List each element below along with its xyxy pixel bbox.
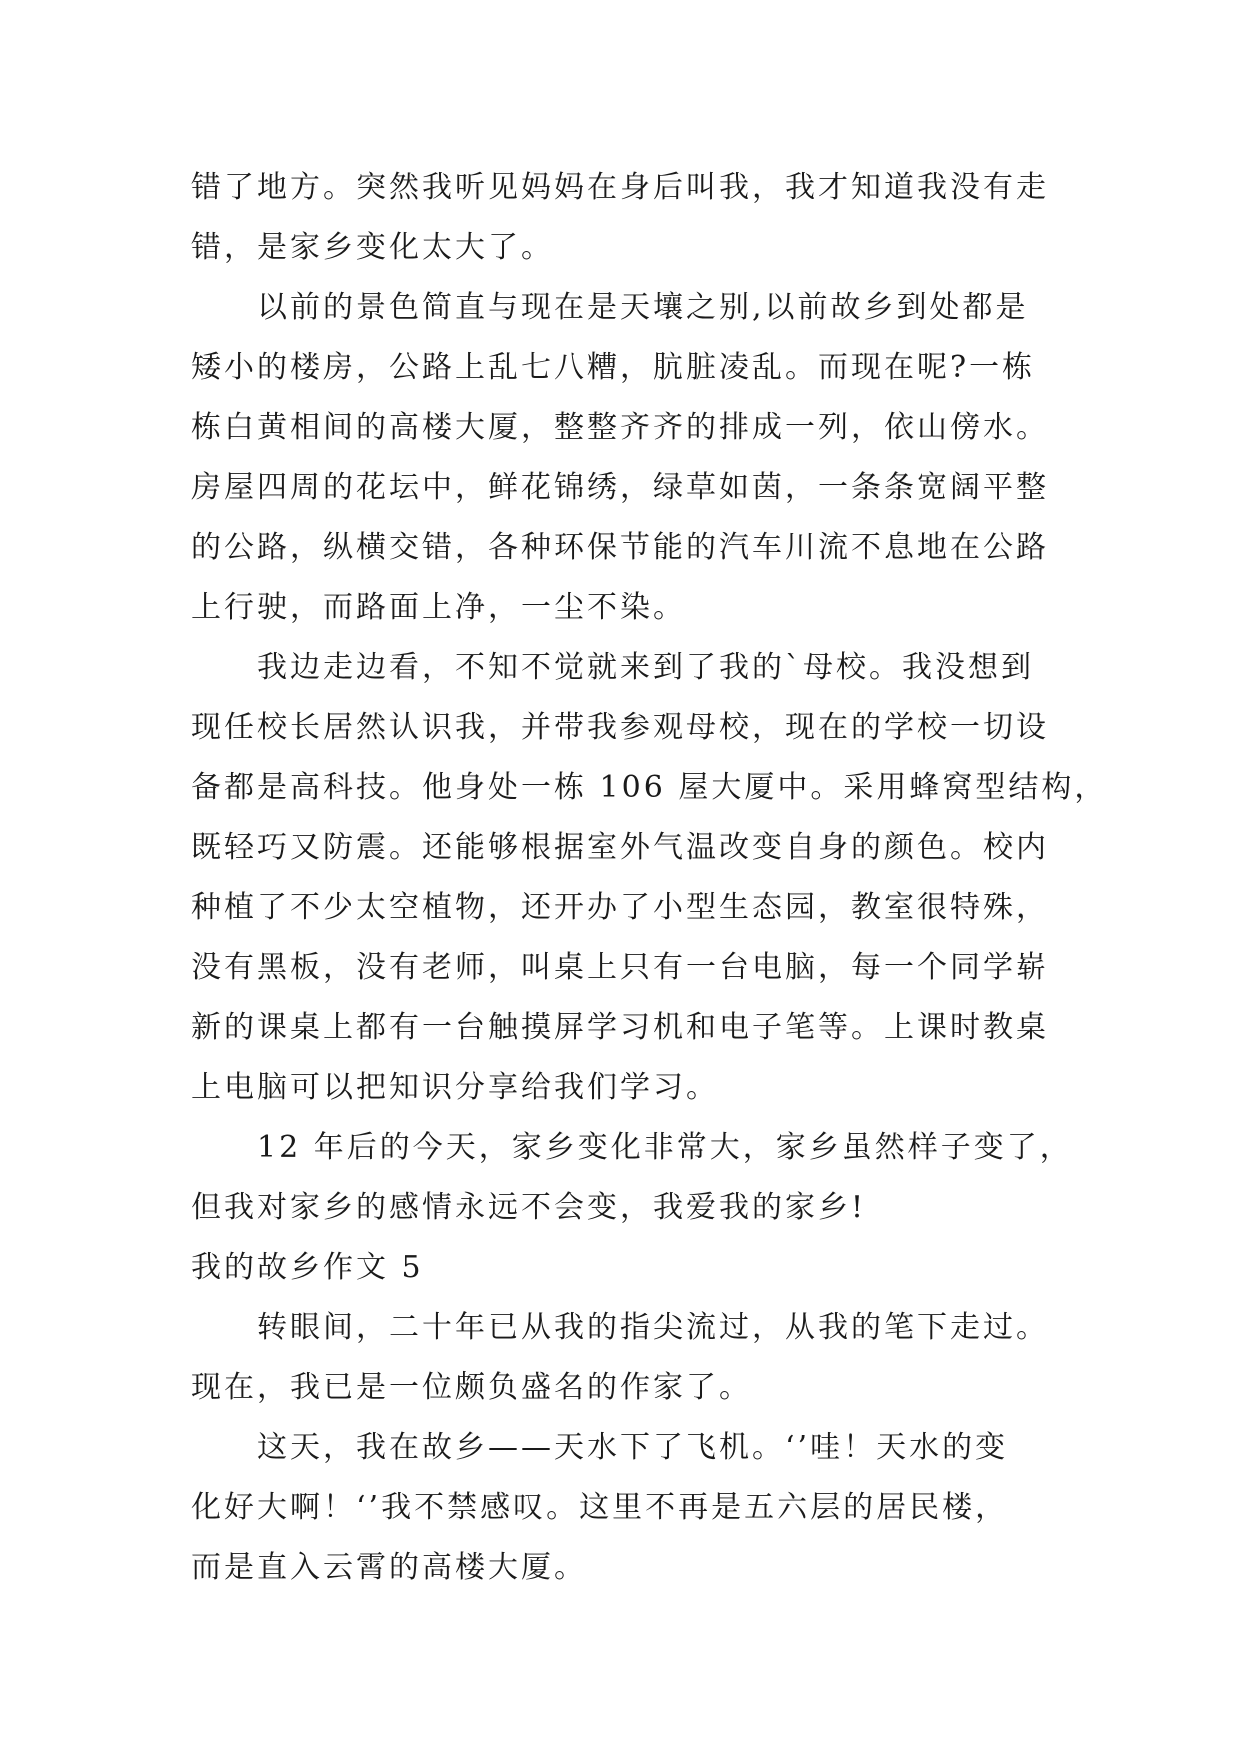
text-line: 错，是家乡变化太大了。 bbox=[191, 230, 554, 265]
text-line: 上行驶，而路面上净，一尘不染。 bbox=[191, 590, 686, 625]
paragraph-start-line: 转眼间，二十年已从我的指尖流过，从我的笔下走过。 bbox=[257, 1310, 1049, 1345]
text-line: 错了地方。突然我听见妈妈在身后叫我，我才知道我没有走 bbox=[191, 170, 1049, 205]
text-line: 的公路，纵横交错，各种环保节能的汽车川流不息地在公路 bbox=[191, 530, 1049, 565]
text-line: 新的课桌上都有一台触摸屏学习机和电子笔等。上课时教桌 bbox=[191, 1010, 1049, 1045]
text-line: 房屋四周的花坛中，鲜花锦绣，绿草如茵，一条条宽阔平整 bbox=[191, 470, 1049, 505]
text-line: 化好大啊！‘’我不禁感叹。这里不再是五六层的居民楼， bbox=[191, 1490, 1009, 1525]
document-body bbox=[191, 158, 1108, 1598]
paragraph-start-line: 以前的景色简直与现在是天壤之别,以前故乡到处都是 bbox=[257, 290, 1029, 325]
text-line: 上电脑可以把知识分享给我们学习。 bbox=[191, 1070, 719, 1105]
text-line: 栋白黄相间的高楼大厦，整整齐齐的排成一列，依山傍水。 bbox=[191, 410, 1049, 445]
section-heading: 我的故乡作文 5 bbox=[191, 1250, 424, 1285]
paragraph-start-line: 我边走边看，不知不觉就来到了我的`母校。我没想到 bbox=[257, 650, 1034, 685]
text-line: 矮小的楼房，公路上乱七八糟，肮脏凌乱。而现在呢?一栋 bbox=[191, 350, 1036, 385]
text-line: 而是直入云霄的高楼大厦。 bbox=[191, 1550, 587, 1585]
paragraph-start-line: 这天，我在故乡——天水下了飞机。‘’哇！天水的变 bbox=[257, 1430, 1009, 1465]
text-line: 但我对家乡的感情永远不会变，我爱我的家乡! bbox=[191, 1190, 867, 1225]
text-line: 没有黑板，没有老师，叫桌上只有一台电脑，每一个同学崭 bbox=[191, 950, 1049, 985]
text-line: 既轻巧又防震。还能够根据室外气温改变自身的颜色。校内 bbox=[191, 830, 1049, 865]
paragraph-start-line: 12 年后的今天，家乡变化非常大，家乡虽然样子变了， bbox=[257, 1130, 1073, 1165]
text-line: 种植了不少太空植物，还开办了小型生态园，教室很特殊， bbox=[191, 890, 1049, 925]
text-line: 现在，我已是一位颇负盛名的作家了。 bbox=[191, 1370, 752, 1405]
text-line: 现任校长居然认识我，并带我参观母校，现在的学校一切设 bbox=[191, 710, 1049, 745]
text-line: 备都是高科技。他身处一栋 106 屋大厦中。采用蜂窝型结构， bbox=[191, 770, 1108, 805]
